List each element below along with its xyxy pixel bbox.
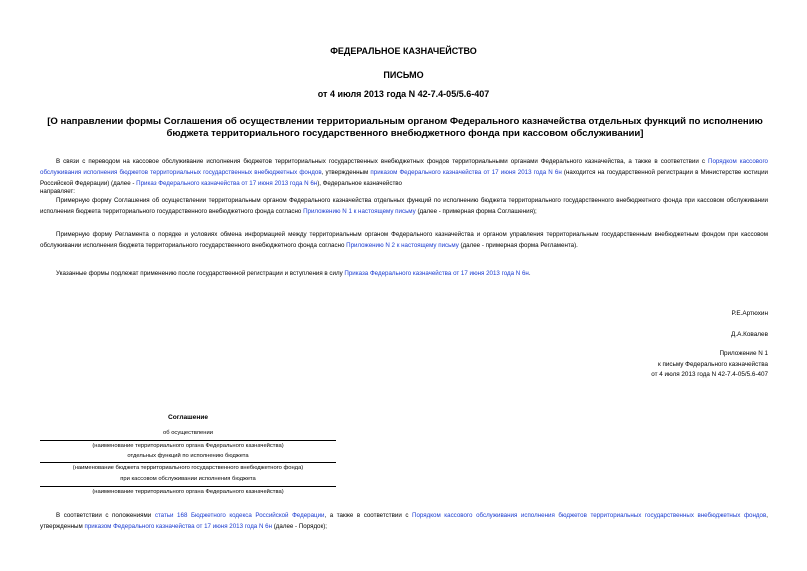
link-budget-code-168[interactable]: статьи 168 Бюджетного кодекса Российской Федерации [154,512,325,519]
form-line-1: об осуществлении [163,430,213,436]
text: (далее - Порядок); [272,523,327,530]
doc-subject: [О направлении формы Соглашения об осуществлении территориальным органом Федерального казначейства отдельных функций по исполнению бюджета территориального государственного внебюджетного фонда при кассовом обслуживании] [47,116,763,139]
text: В связи с переводом на кассовое обслуживание исполнения бюджетов территориальных государственных внебюджетных фондов территориальными органами Федерального казначейства, а также в соответствии с [56,158,709,165]
paragraph-agreement-preamble [40,510,768,532]
text: В соответствии с положениями [56,512,155,519]
text: (находится на государственной регистрации в Министерстве юстиции Российской Федерации) (далее - [40,169,768,187]
signature-artyukhin: Р.Е.Артюхин [731,310,768,317]
text: Примерную форму Соглашения об осуществлении территориальным органом Федерального казначейства отдельных функций по исполнению бюджета территориального государственного внебюджетного фонда при кассовом обслуживании исполнения бюджета территориального государственного внебюджетного фонда согласно [40,197,768,215]
text: Указанные формы подлежат применению после государственной регистрации и вступления в силу [56,270,345,277]
directs-label: направляет: [40,188,75,195]
link-appendix-2[interactable]: Приложению N 2 к настоящему письму [346,242,459,249]
form-line-2: отдельных функций по исполнению бюджета [127,453,249,459]
text: (далее - примерная форма Соглашения); [415,208,537,215]
form-caption-3: (наименование территориального органа Федерального казначейства) [92,489,284,495]
text: , а также в соответствии с [324,512,413,519]
form-rule [40,440,336,441]
signature-kovalev: Д.А.Ковалев [731,331,768,338]
link-order-procedure[interactable]: Порядком кассового обслуживания исполнения бюджетов территориальных государственных внебюджетных фондов [40,158,769,176]
link-order-6n-agreement[interactable]: приказом Федерального казначейства от 17 июня 2013 года N 6н [84,523,273,530]
org-title: ФЕДЕРАЛЬНОЕ КАЗНАЧЕЙСТВО [330,46,477,56]
link-order-6n[interactable]: приказом Федерального казначейства от 17 июня 2013 года N 6н [370,169,562,176]
text: Примерную форму Регламента о порядке и условиях обмена информацией между территориальным органом Федерального казначейства и органом управления территориальным государственным внебюджетным фондом при кассовом обслуживании исполнения бюджета территориального государственного внебюджетного фонда согласно [40,231,768,249]
appendix-header [651,349,768,381]
form-line-3: при кассовом обслуживании исполнения бюджета [120,476,256,482]
form-rule [40,462,336,463]
appendix-ref: к письму Федерального казначейства [658,360,768,368]
agreement-form [40,0,336,571]
text: . [528,270,531,277]
appendix-date: от 4 июля 2013 года N 42-7.4-05/5.6-407 [651,371,768,378]
appendix-number: Приложение N 1 [719,350,768,357]
text: , утвержденным [321,169,371,176]
doc-date-number: от 4 июля 2013 года N 42-7.4-05/5.6-407 [317,89,490,99]
text: (далее - примерная форма Регламента). [458,242,578,249]
link-order-6n-ref[interactable]: Приказ Федерального казначейства от 17 июня 2013 года N 6н [136,180,318,187]
text: , утвержденным [40,512,768,530]
form-caption-1: (наименование территориального органа Федерального казначейства) [92,443,284,449]
text: ), Федеральное казначейство [317,180,402,187]
form-rule [40,486,336,487]
form-caption-2: (наименование бюджета территориального государственного внебюджетного фонда) [72,465,304,471]
doc-type: ПИСЬМО [383,70,424,80]
form-title: Соглашение [167,414,209,421]
link-procedure[interactable]: Порядком кассового обслуживания исполнения бюджетов территориальных государственных внебюджетных фондов [412,512,767,519]
link-appendix-1[interactable]: Приложению N 1 к настоящему письму [303,208,416,215]
link-order-6n-final[interactable]: Приказа Федерального казначейства от 17 июня 2013 года N 6н [344,270,529,277]
